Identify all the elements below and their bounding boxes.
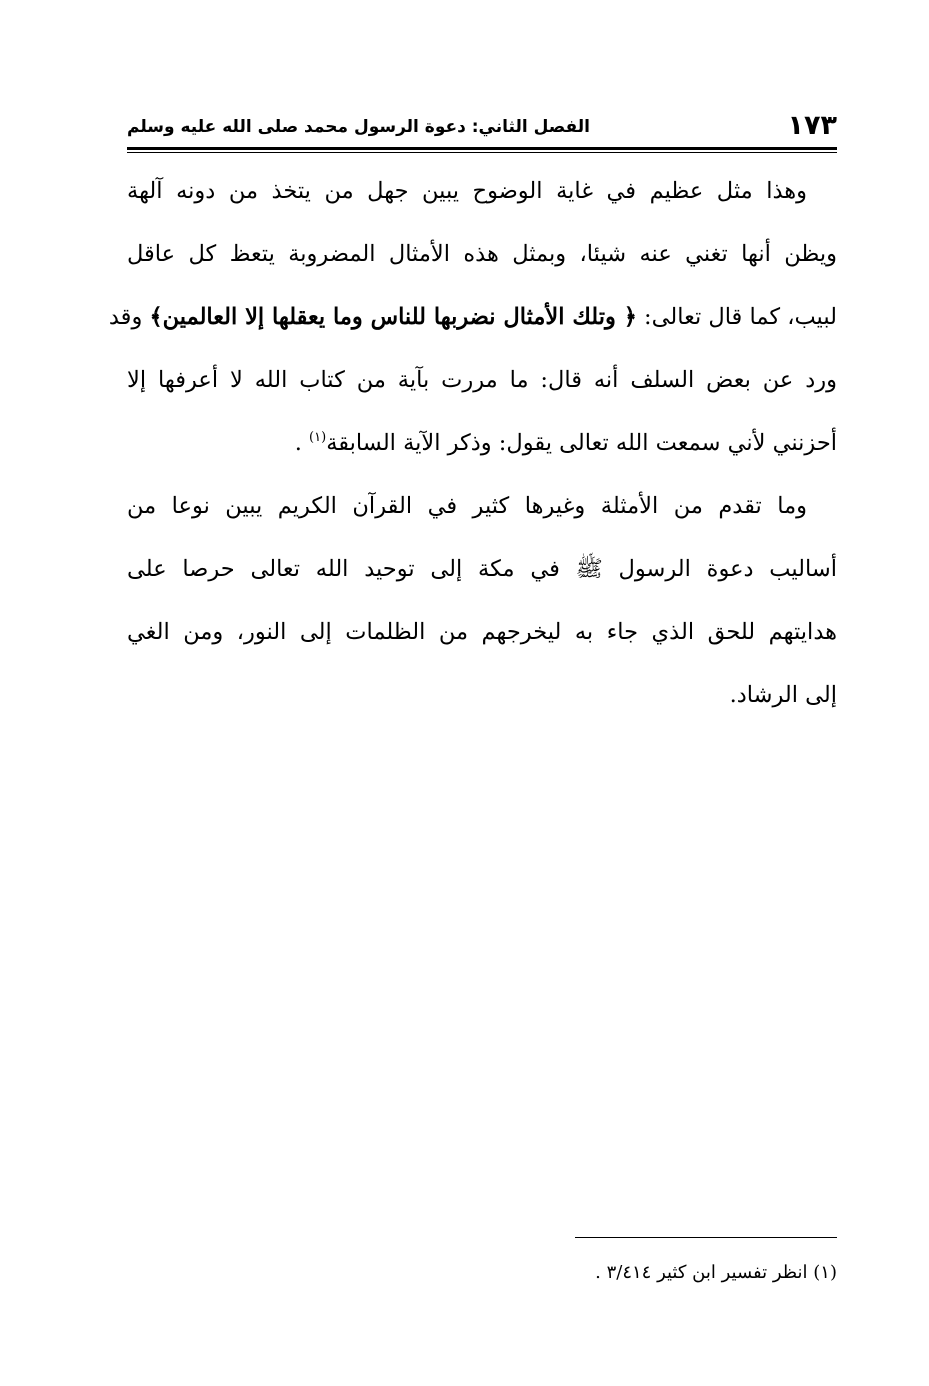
quran-verse: ﴿ وتلك الأمثال نضربها للناس وما يعقلها إلا العالمين﴾ xyxy=(149,304,637,330)
paragraph-line: ورد عن بعض السلف أنه قال: ما مررت بآية من كتاب الله لا أعرفها إلا xyxy=(127,367,837,393)
quote-tail: وقد xyxy=(108,304,150,330)
footnote: (١) انظر تفسير ابن كثير ٣/٤١٤ . xyxy=(595,1262,837,1283)
paragraph-line: أساليب دعوة الرسول ﷺ في مكة إلى توحيد الله تعالى حرصا على xyxy=(127,556,837,582)
paragraph-line xyxy=(127,412,837,475)
body-text xyxy=(108,160,837,727)
running-title: الفصل الثاني: دعوة الرسول محمد صلى الله عليه وسلم xyxy=(127,117,590,137)
quote-intro: لبيب، كما قال تعالى: xyxy=(636,304,837,330)
page-number: ١٧٣ xyxy=(787,110,837,141)
paragraph-line: ويظن أنها تغني عنه شيئا، وبمثل هذه الأمثال المضروبة يتعظ كل عاقل xyxy=(127,241,837,267)
paragraph-line: وهذا مثل عظيم في غاية الوضوح يبين جهل من يتخذ من دونه آلهة xyxy=(127,178,807,204)
footnote-separator xyxy=(575,1237,837,1238)
cited-text: أحزنني لأني سمعت الله تعالى يقول: وذكر الآية السابقة xyxy=(326,430,837,456)
paragraph-line: إلى الرشاد. xyxy=(729,682,837,708)
paragraph-line: هدايتهم للحق الذي جاء به ليخرجهم من الظلمات إلى النور، ومن الغي xyxy=(127,619,837,645)
page-header xyxy=(127,108,837,144)
footnote-reference: (١) xyxy=(309,430,327,445)
quran-quote-line xyxy=(108,286,837,349)
paragraph-line: وما تقدم من الأمثلة وغيرها كثير في القرآن الكريم يبين نوعا من xyxy=(127,493,807,519)
header-rule-thin xyxy=(127,152,837,153)
sentence-end: . xyxy=(294,430,310,456)
header-rule xyxy=(127,147,837,150)
